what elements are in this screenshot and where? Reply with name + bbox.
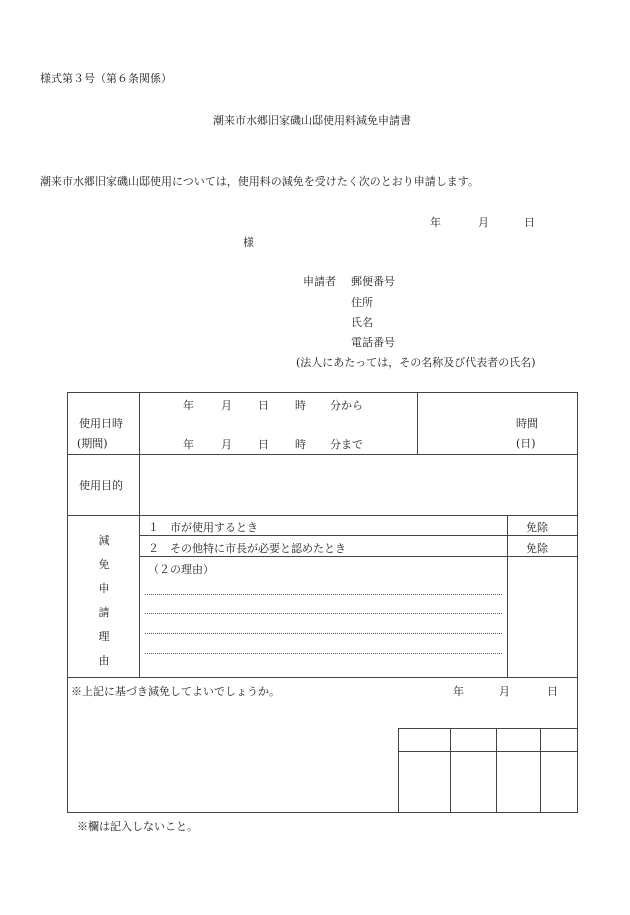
addressee-suffix: 様 xyxy=(243,236,254,249)
approval-month: 月 xyxy=(499,685,510,698)
footnote: ※欄は記入しないこと。 xyxy=(77,820,198,833)
to-hour: 時 xyxy=(295,438,306,451)
applicant-label: 申請者 xyxy=(303,275,336,288)
to-minute: 分まで xyxy=(330,438,363,451)
reason-2-text: ２ その他特に市長が必要と認めたとき xyxy=(148,542,346,555)
from-year: 年 xyxy=(183,399,194,412)
name-label: 氏名 xyxy=(351,316,373,329)
form-title: 潮来市水郷旧家磯山邸使用料減免申請書 xyxy=(213,114,411,127)
reason-char: 減 xyxy=(98,534,110,547)
reason-char: 免 xyxy=(98,558,110,571)
from-minute: 分から xyxy=(330,399,363,412)
date-month: 月 xyxy=(478,216,489,229)
from-hour: 時 xyxy=(295,399,306,412)
period-label: (期間) xyxy=(77,437,108,450)
form-number: 様式第３号（第６条関係） xyxy=(40,72,172,85)
phone-label: 電話番号 xyxy=(351,336,395,349)
reason-1-status: 免除 xyxy=(526,521,548,534)
reason-char: 理 xyxy=(98,630,110,643)
reason-char: 由 xyxy=(98,654,110,667)
approval-day: 日 xyxy=(547,685,558,698)
hours-label: 時間 xyxy=(516,417,538,430)
days-label: (日) xyxy=(516,437,536,450)
reason-2-note: （２の理由） xyxy=(148,563,214,576)
intro-text: 潮来市水郷旧家磯山邸使用については，使用料の減免を受けたく次のとおり申請します。 xyxy=(40,175,479,188)
approval-text: ※上記に基づき減免してよいでしょうか。 xyxy=(71,685,280,698)
reason-2-status: 免除 xyxy=(526,542,548,555)
to-year: 年 xyxy=(183,438,194,451)
purpose-label: 使用目的 xyxy=(79,479,123,492)
reason-char: 請 xyxy=(98,606,110,619)
postal-code-label: 郵便番号 xyxy=(351,275,395,288)
from-month: 月 xyxy=(221,399,232,412)
address-label: 住所 xyxy=(351,296,373,309)
date-day: 日 xyxy=(524,216,535,229)
date-year: 年 xyxy=(430,216,441,229)
from-day: 日 xyxy=(258,399,269,412)
reason-1-text: １ 市が使用するとき xyxy=(148,521,258,534)
corporate-note: (法人にあたっては，その名称及び代表者の氏名) xyxy=(296,356,536,369)
to-month: 月 xyxy=(221,438,232,451)
approval-year: 年 xyxy=(453,685,464,698)
reason-char: 申 xyxy=(98,582,110,595)
to-day: 日 xyxy=(258,438,269,451)
usage-datetime-label: 使用日時 xyxy=(79,417,123,430)
